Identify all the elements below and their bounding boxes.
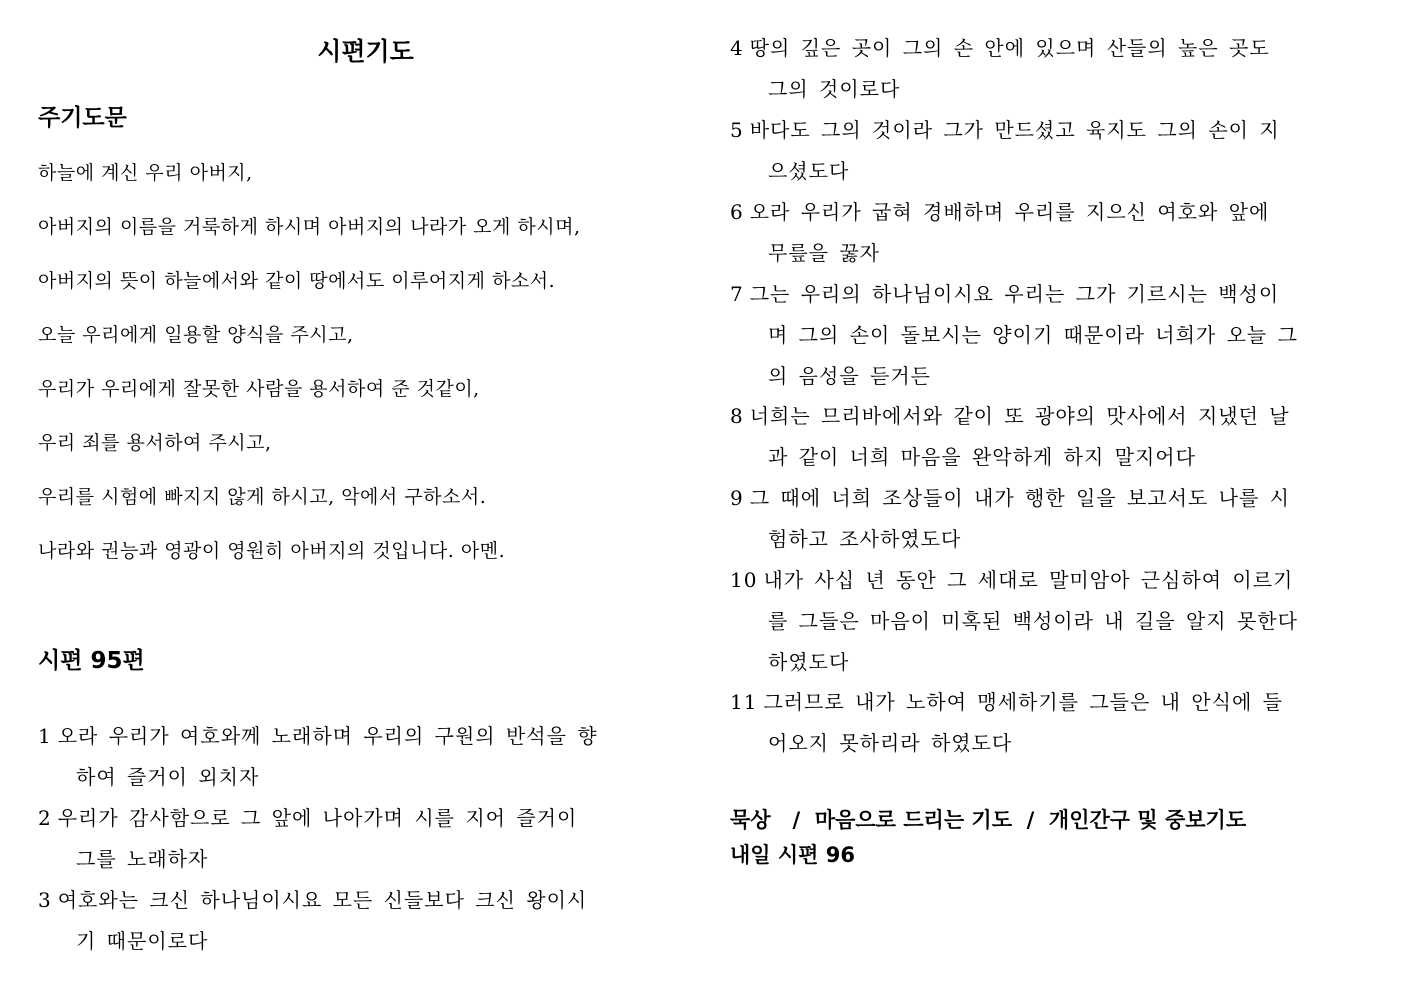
- verse-text: 그는 우리의 하나님이시요 우리는 그가 기르시는 백성이: [749, 282, 1280, 306]
- psalm-verse-8: [730, 396, 1385, 478]
- verse-text: 여호와는 크신 하나님이시요 모든 신들보다 크신 왕이시: [57, 888, 588, 912]
- verse-number: 1: [38, 724, 52, 748]
- verse-number: 6: [730, 200, 744, 224]
- verse-text: 그러므로 내가 노하여 맹세하기를 그들은 내 안식에 들: [763, 690, 1283, 714]
- verse-continuation: 험하고 조사하였도다: [768, 527, 962, 551]
- lords-prayer-heading: 주기도문: [38, 105, 127, 131]
- psalm-verse-11: [730, 682, 1385, 764]
- prayer-line: 우리가 우리에게 잘못한 사람을 용서하여 준 것같이,: [38, 378, 480, 400]
- verse-number: 5: [730, 118, 744, 142]
- psalm-verse-6: [730, 192, 1385, 274]
- footer-tomorrow-line: 내일 시편 96: [730, 843, 855, 867]
- verse-continuation: 과 같이 너희 마음을 완악하게 하지 말지어다: [768, 445, 1196, 469]
- verse-number: 10: [730, 568, 758, 592]
- verse-continuation: 무릎을 꿇자: [768, 241, 880, 265]
- prayer-line: 우리를 시험에 빠지지 않게 하시고, 악에서 구하소서.: [38, 486, 487, 508]
- prayer-line: 하늘에 계신 우리 아버지,: [38, 162, 253, 184]
- verse-continuation: 그의 것이로다: [768, 77, 901, 101]
- psalm-verse-4: [730, 28, 1385, 110]
- verse-number: 11: [730, 690, 758, 714]
- verse-number: 3: [38, 888, 52, 912]
- verse-text: 내가 사십 년 동안 그 세대로 말미암아 근심하여 이르기: [763, 568, 1294, 592]
- page-title: 시편기도: [317, 37, 414, 66]
- verse-continuation: 하였도다: [768, 650, 850, 674]
- verse-continuation: 으셨도다: [768, 159, 850, 183]
- prayer-line: 아버지의 이름을 거룩하게 하시며 아버지의 나라가 오게 하시며,: [38, 216, 581, 238]
- prayer-line: 오늘 우리에게 일용할 양식을 주시고,: [38, 324, 354, 346]
- verse-number: 7: [730, 282, 744, 306]
- psalm-verse-3: [38, 880, 693, 962]
- verse-number: 2: [38, 806, 52, 830]
- verse-text: 오라 우리가 굽혀 경배하며 우리를 지으신 여호와 앞에: [749, 200, 1270, 224]
- psalm-heading: 시편 95편: [38, 648, 145, 674]
- verse-continuation: 하여 즐거이 외치자: [76, 765, 260, 789]
- psalm-verse-5: [730, 110, 1385, 192]
- verse-continuation: 어오지 못하리라 하였도다: [768, 731, 1013, 755]
- verse-text: 오라 우리가 여호와께 노래하며 우리의 구원의 반석을 향: [57, 724, 598, 748]
- psalm-verse-7: [730, 274, 1385, 397]
- verse-continuation: 기 때문이로다: [76, 929, 209, 953]
- verse-number: 8: [730, 404, 744, 428]
- psalm-verse-2: [38, 798, 693, 880]
- verse-continuation: 의 음성을 듣거든: [768, 364, 931, 388]
- verse-continuation: 며 그의 손이 돌보시는 양이기 때문이라 너희가 오늘 그: [768, 323, 1298, 347]
- verse-text: 땅의 깊은 곳이 그의 손 안에 있으며 산들의 높은 곳도: [749, 36, 1270, 60]
- psalm-verse-10: [730, 560, 1385, 683]
- verse-text: 그 때에 너희 조상들이 내가 행한 일을 보고서도 나를 시: [749, 486, 1290, 510]
- psalm-verse-1: [38, 716, 693, 798]
- verse-text: 우리가 감사함으로 그 앞에 나아가며 시를 지어 즐거이: [57, 806, 578, 830]
- verse-text: 바다도 그의 것이라 그가 만드셨고 육지도 그의 손이 지: [749, 118, 1280, 142]
- verse-number: 4: [730, 36, 744, 60]
- verse-text: 너희는 므리바에서와 같이 또 광야의 맛사에서 지냈던 날: [749, 404, 1290, 428]
- verse-continuation: 그를 노래하자: [76, 847, 209, 871]
- psalm-verse-9: [730, 478, 1385, 560]
- prayer-line: 우리 죄를 용서하여 주시고,: [38, 432, 272, 454]
- verse-number: 9: [730, 486, 744, 510]
- verse-continuation: 를 그들은 마음이 미혹된 백성이라 내 길을 알지 못한다: [768, 609, 1298, 633]
- footer-meditation-line: 묵상 / 마음으로 드리는 기도 / 개인간구 및 중보기도: [730, 808, 1247, 832]
- prayer-line: 아버지의 뜻이 하늘에서와 같이 땅에서도 이루어지게 하소서.: [38, 270, 556, 292]
- prayer-line: 나라와 권능과 영광이 영원히 아버지의 것입니다. 아멘.: [38, 540, 506, 562]
